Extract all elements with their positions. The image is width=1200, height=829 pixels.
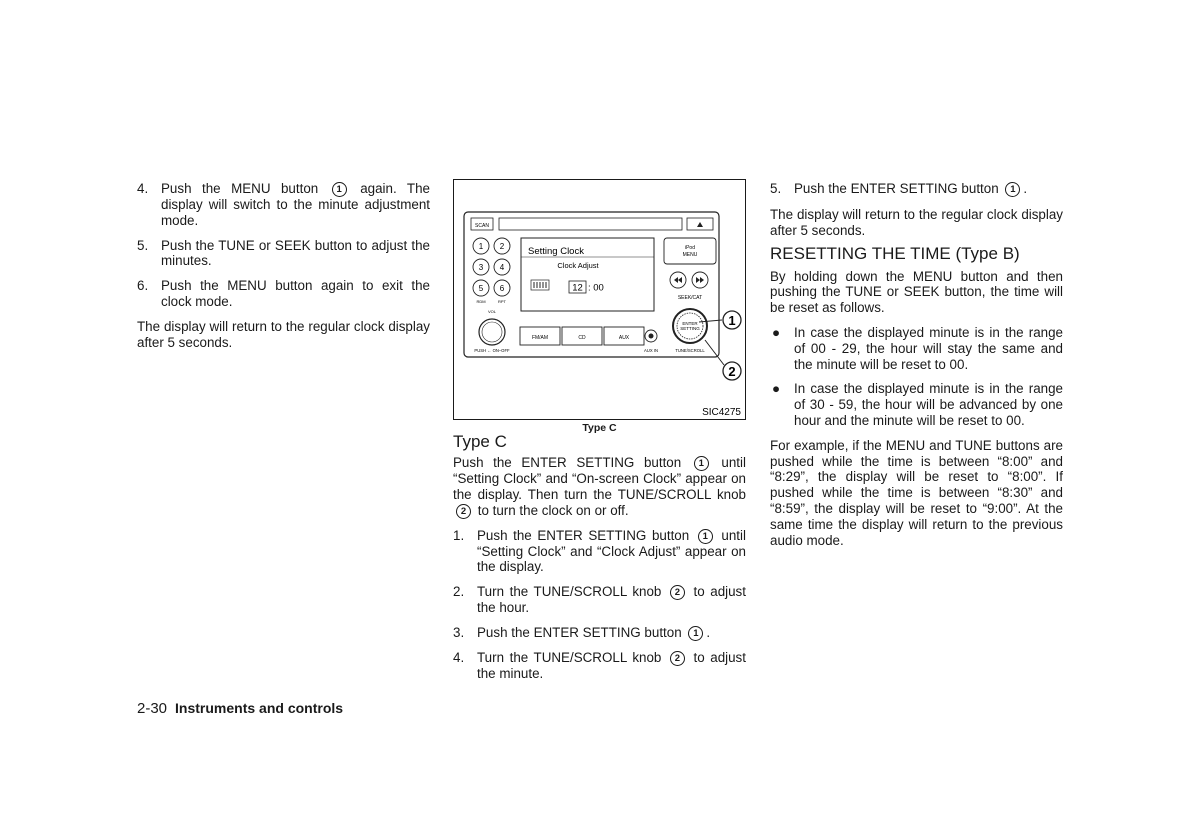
callout-2-icon: 2 — [670, 585, 685, 600]
callout-1-icon: 1 — [332, 182, 347, 197]
svg-text:3: 3 — [478, 263, 484, 272]
step-number: 4. — [137, 181, 149, 196]
figure-caption: Type C — [582, 422, 617, 434]
callout-1-icon: 1 — [688, 626, 703, 641]
svg-text:1: 1 — [478, 242, 484, 251]
bullet-item: ● In case the displayed minute is in the range of 00 - 29, the hour will stay the same and the minute will be reset to 00. — [772, 324, 1063, 372]
enter-label: ENTER — [682, 321, 698, 326]
svg-text:AUX: AUX — [618, 335, 630, 341]
step-number: 6. — [137, 278, 149, 294]
list-item: 5. Push the ENTER SETTING button 1 . — [770, 181, 1028, 196]
list-item: 4. Push the MENU button 1 again. The display will switch to the minute adjustment mode. — [137, 181, 430, 228]
paragraph: Push the ENTER SETTING button 1 until “Setting Clock” and “On-screen Clock” appear on the display. Then turn the TUNE/SCROLL knob 2 to turn the clock on or off. — [453, 455, 746, 518]
svg-text:FM/AM: FM/AM — [531, 335, 549, 341]
ipod-label: iPod — [684, 245, 696, 251]
svg-text:2: 2 — [728, 364, 736, 379]
paragraph: The display will return to the regular clock display after 5 seconds. — [137, 318, 430, 350]
paragraph: For example, if the MENU and TUNE buttons are pushed while the time is between “8:00” and “8:29”, the display will be reset to “8:00”. If pushed while the time is between “8:30” and “8:59”, the display will be reset to “9:00”. At the same time the display will return to the previous audio mode. — [770, 437, 1063, 548]
radio-figure — [453, 179, 746, 420]
bullet-item: ● In case the displayed minute is in the range of 30 - 59, the hour will be advanced by one hour and the minute will be reset to 00. — [772, 381, 1063, 428]
list-item: 3. Push the ENTER SETTING button 1 . — [453, 624, 711, 640]
aux-in-label: AUX IN — [644, 348, 658, 353]
paragraph: The display will return to the regular clock display after 5 seconds. — [770, 207, 1063, 238]
hour-value: 12 — [572, 282, 583, 294]
svg-text:2: 2 — [499, 242, 505, 251]
bullet-icon: ● — [772, 324, 781, 340]
svg-text:1: 1 — [728, 313, 736, 328]
list-item: 6. Push the MENU button again to exit the clock mode. — [137, 278, 430, 309]
screen-title: Setting Clock — [528, 246, 584, 257]
minute-value: : 00 — [588, 282, 604, 294]
svg-text:6: 6 — [499, 284, 505, 293]
tune-scroll-label: TUNE/SCROLL — [675, 348, 705, 353]
page-footer — [137, 700, 343, 717]
section-title: Instruments and controls — [175, 700, 344, 716]
volume-knob — [479, 319, 505, 345]
bullet-icon: ● — [772, 381, 781, 397]
left-column — [137, 181, 430, 350]
callout-2-icon: 2 — [670, 651, 685, 666]
seek-cat-label: SEEK/CAT — [677, 295, 703, 301]
middle-column — [453, 432, 746, 682]
list-item: 2. Turn the TUNE/SCROLL knob 2 to adjust the hour. — [453, 584, 746, 616]
setting-label: SETTING — [680, 326, 700, 331]
section-heading: RESETTING THE TIME (Type B) — [770, 243, 1020, 263]
paragraph: By holding down the MENU button and then pushing the TUNE or SEEK button, the time will be reset as follows. — [770, 268, 1063, 316]
callout-2-icon: 2 — [456, 504, 471, 519]
svg-text:4: 4 — [499, 263, 505, 272]
scan-label: SCAN — [475, 223, 489, 229]
list-item: 1. Push the ENTER SETTING button 1 until “Setting Clock” and “Clock Adjust” appear on the display. — [453, 527, 746, 575]
callout-1-icon: 1 — [1005, 182, 1020, 197]
step-number: 5. — [137, 237, 149, 253]
radio-unit-illustration — [454, 180, 745, 419]
menu-label: MENU — [682, 252, 698, 258]
svg-text:5: 5 — [478, 284, 484, 293]
callout-1-icon: 1 — [698, 529, 713, 544]
right-column — [770, 181, 1063, 548]
section-heading: Type C — [453, 432, 507, 451]
eject-icon — [697, 222, 703, 227]
rdm-label: RDM — [476, 299, 486, 304]
vol-label: VOL — [487, 309, 497, 314]
list-item: 5. Push the TUNE or SEEK button to adjust the minutes. — [137, 237, 430, 269]
page-number: 2-30 — [137, 700, 168, 717]
power-label: PUSH ← ON–OFF — [474, 348, 510, 353]
callout-1-icon: 1 — [694, 456, 709, 471]
rpt-label: RPT — [498, 299, 506, 304]
screen-subtitle: Clock Adjust — [557, 261, 599, 270]
figure-code: SIC4275 — [702, 407, 741, 418]
svg-text:CD: CD — [578, 335, 586, 341]
list-item: 4. Turn the TUNE/SCROLL knob 2 to adjust the minute. — [453, 649, 746, 681]
